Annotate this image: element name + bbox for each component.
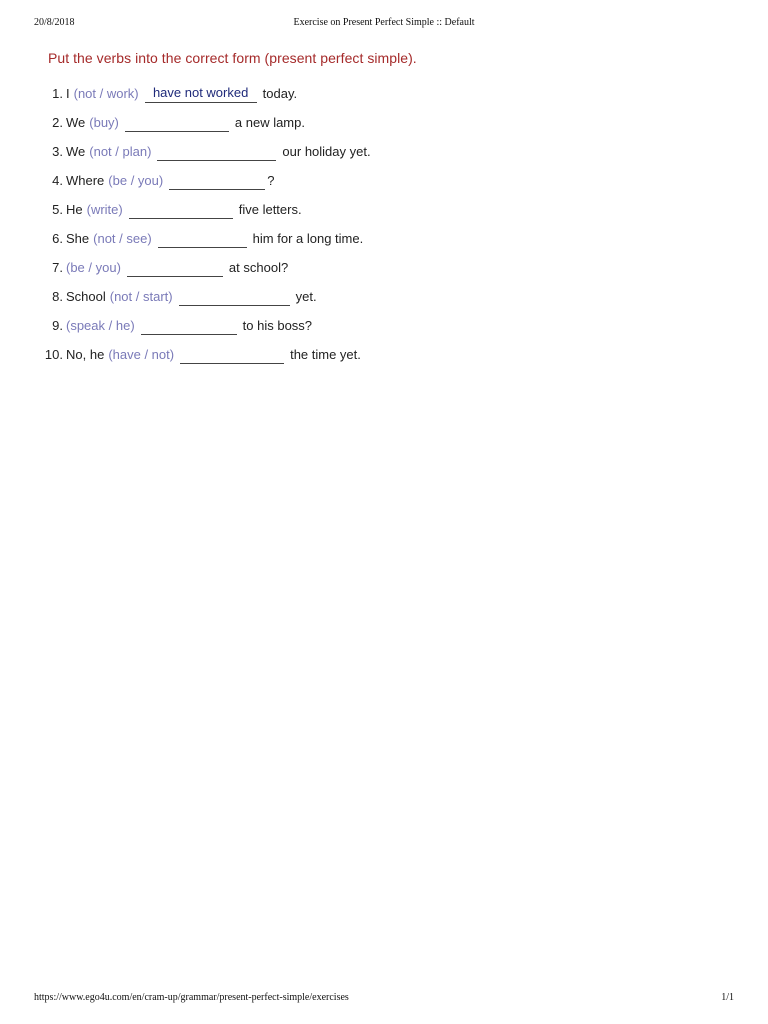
answer-field-2[interactable] bbox=[125, 113, 229, 132]
page-number: 1/1 bbox=[721, 992, 734, 1003]
item-number: 5. bbox=[52, 202, 63, 217]
print-header bbox=[34, 17, 734, 33]
exercise-instruction: Put the verbs into the correct form (present perfect simple). bbox=[48, 50, 417, 66]
print-date: 20/8/2018 bbox=[34, 17, 75, 28]
answer-field-1[interactable]: have not worked bbox=[145, 84, 257, 103]
item-text-after: ? bbox=[267, 173, 275, 188]
exercise-list bbox=[40, 84, 371, 374]
item-text-after: him for a long time. bbox=[252, 231, 364, 246]
page-url: https://www.ego4u.com/en/cram-up/grammar/present-perfect-simple/exercises bbox=[34, 992, 349, 1003]
verb-hint: (not / start) bbox=[109, 289, 173, 304]
item-number: 9. bbox=[52, 318, 63, 333]
document-title: Exercise on Present Perfect Simple :: Default bbox=[293, 17, 475, 28]
exercise-item-10 bbox=[40, 345, 371, 374]
verb-hint: (not / see) bbox=[93, 231, 152, 246]
item-text-before: We bbox=[66, 144, 86, 159]
item-text-before: I bbox=[66, 86, 70, 101]
item-text-before: No, he bbox=[66, 347, 105, 362]
verb-hint: (not / work) bbox=[73, 86, 139, 101]
verb-hint: (have / not) bbox=[108, 347, 175, 362]
answer-field-3[interactable] bbox=[157, 142, 276, 161]
exercise-item-6 bbox=[40, 229, 371, 258]
verb-hint: (speak / he) bbox=[66, 318, 135, 333]
answer-field-4[interactable] bbox=[169, 171, 265, 190]
item-text-before: We bbox=[66, 115, 86, 130]
item-text-before: He bbox=[66, 202, 83, 217]
item-text-after: at school? bbox=[228, 260, 289, 275]
item-number: 2. bbox=[52, 115, 63, 130]
item-number: 8. bbox=[52, 289, 63, 304]
verb-hint: (not / plan) bbox=[89, 144, 152, 159]
exercise-item-3 bbox=[40, 142, 371, 171]
item-text-before: School bbox=[66, 289, 106, 304]
item-text-after: to his boss? bbox=[242, 318, 313, 333]
item-text-after: yet. bbox=[295, 289, 317, 304]
verb-hint: (be / you) bbox=[108, 173, 164, 188]
answer-field-6[interactable] bbox=[158, 229, 247, 248]
exercise-item-8 bbox=[40, 287, 371, 316]
exercise-item-2 bbox=[40, 113, 371, 142]
item-text-after: five letters. bbox=[238, 202, 302, 217]
exercise-item-4 bbox=[40, 171, 371, 200]
print-footer bbox=[34, 992, 734, 1008]
item-number: 1. bbox=[52, 86, 63, 101]
verb-hint: (be / you) bbox=[66, 260, 121, 275]
answer-field-8[interactable] bbox=[179, 287, 290, 306]
item-text-after: our holiday yet. bbox=[282, 144, 371, 159]
item-number: 4. bbox=[52, 173, 63, 188]
exercise-item-1 bbox=[40, 84, 371, 113]
item-text-after: today. bbox=[262, 86, 298, 101]
verb-hint: (buy) bbox=[89, 115, 119, 130]
item-text-after: the time yet. bbox=[290, 347, 361, 362]
answer-field-10[interactable] bbox=[180, 345, 284, 364]
answer-field-9[interactable] bbox=[141, 316, 237, 335]
item-number: 7. bbox=[52, 260, 63, 275]
exercise-item-9 bbox=[40, 316, 371, 345]
item-number: 3. bbox=[52, 144, 63, 159]
item-number: 6. bbox=[52, 231, 63, 246]
exercise-item-7 bbox=[40, 258, 371, 287]
exercise-item-5 bbox=[40, 200, 371, 229]
item-text-before: She bbox=[66, 231, 90, 246]
verb-hint: (write) bbox=[86, 202, 123, 217]
item-text-after: a new lamp. bbox=[234, 115, 305, 130]
answer-field-5[interactable] bbox=[129, 200, 233, 219]
item-text-before: Where bbox=[66, 173, 105, 188]
item-number: 10. bbox=[44, 347, 63, 362]
answer-field-7[interactable] bbox=[127, 258, 223, 277]
